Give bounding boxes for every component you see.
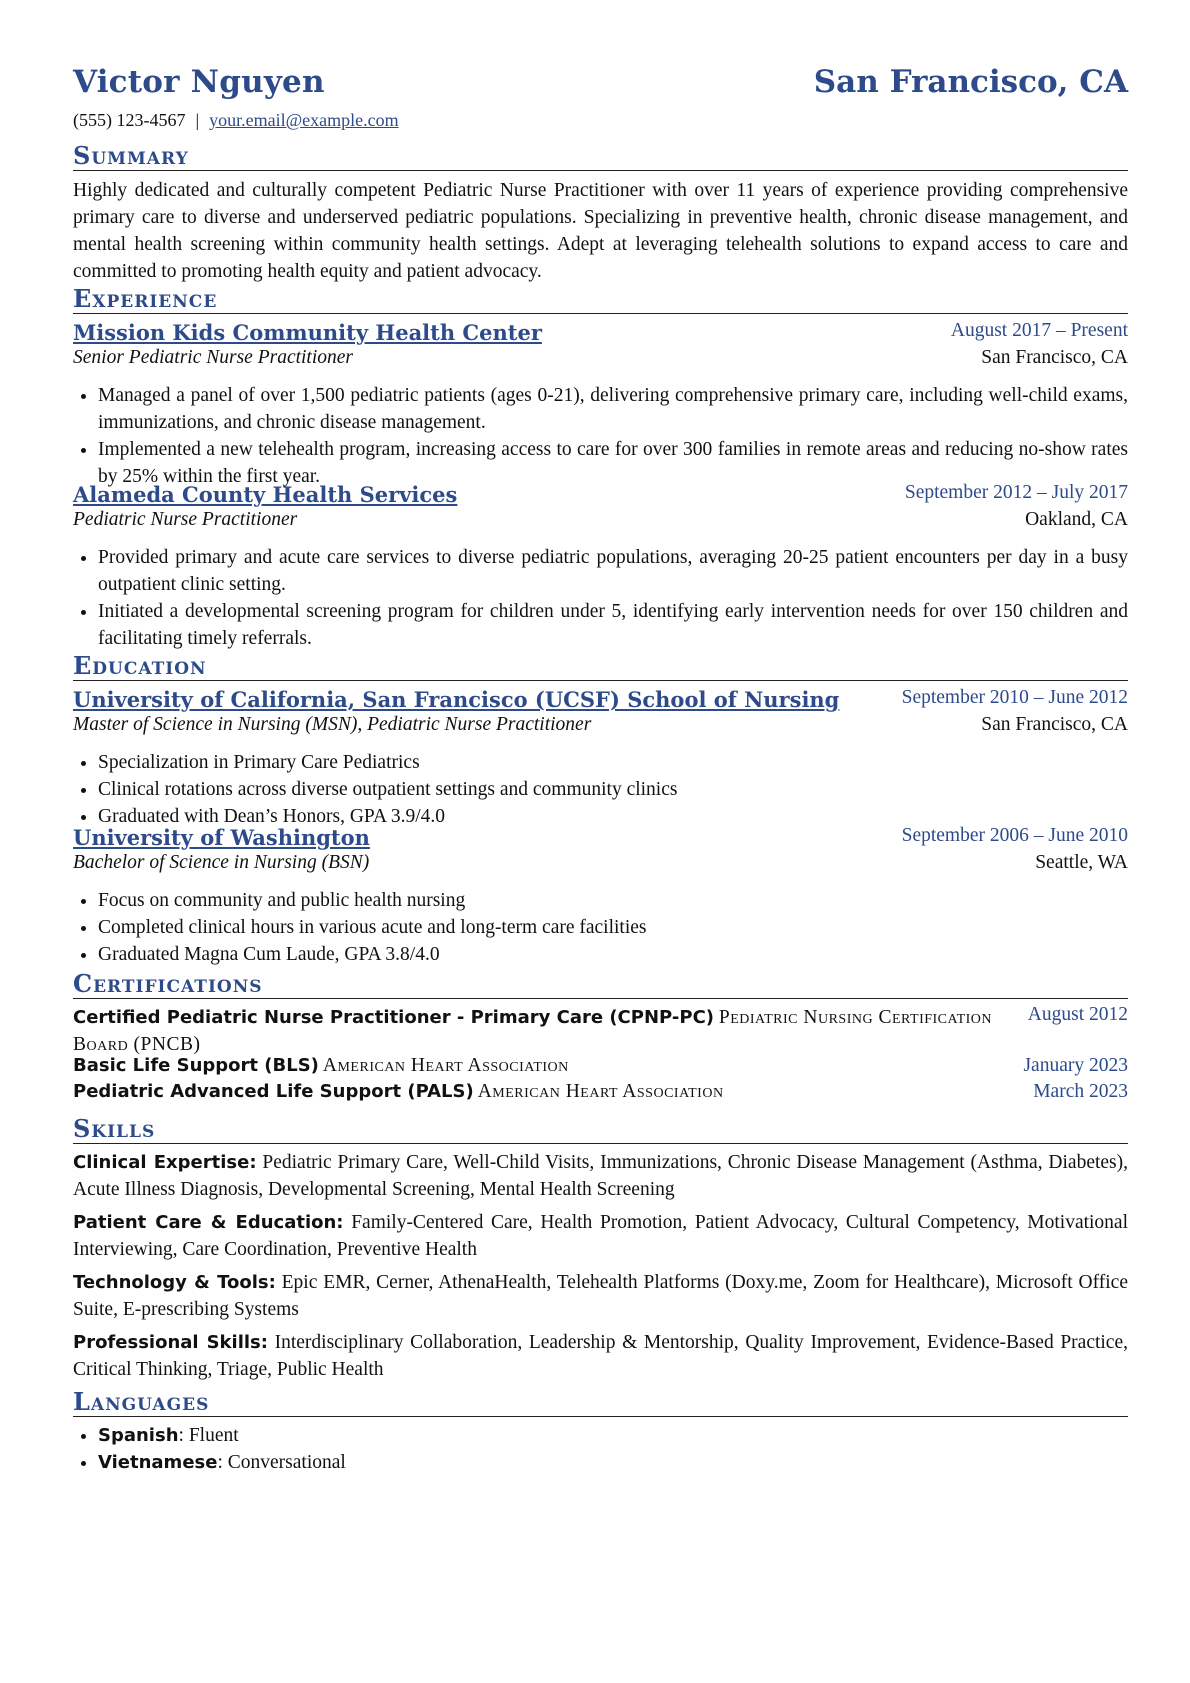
job-header bbox=[73, 320, 1128, 347]
certification-item bbox=[73, 1055, 1128, 1082]
skill-group bbox=[73, 1329, 1128, 1383]
job-subheader bbox=[73, 347, 1128, 374]
section-title: Skills bbox=[73, 1114, 156, 1143]
school-link[interactable]: University of Washington bbox=[73, 825, 370, 850]
school-location: Seattle, WA bbox=[1035, 852, 1128, 873]
school-dates: September 2006 – June 2010 bbox=[901, 825, 1128, 846]
phone-number: (555) 123-4567 bbox=[73, 110, 186, 130]
skill-group bbox=[73, 1269, 1128, 1323]
degree: Master of Science in Nursing (MSN), Pediatric Nurse Practitioner bbox=[73, 714, 592, 735]
candidate-location: San Francisco, CA bbox=[813, 64, 1128, 100]
section-title: Languages bbox=[73, 1387, 210, 1416]
language-level: Conversational bbox=[227, 1452, 346, 1473]
language-name: Spanish bbox=[98, 1425, 179, 1446]
summary-text: Highly dedicated and culturally competent Pediatric Nurse Practitioner with over 11 years of experience providing comprehensive primary care to diverse and underserved pediatric populations. Specializing in preventive health, chronic disease management, and mental health screening within community health settings. Adept at leveraging telehealth solutions to expand access to care and committed to promoting health equity and patient advocacy. bbox=[73, 180, 1128, 282]
language-list bbox=[73, 1422, 1128, 1476]
school-bullets bbox=[73, 749, 1128, 830]
section-title: Experience bbox=[73, 284, 218, 313]
school-bullets bbox=[73, 887, 1128, 968]
certification-issuer: Pediatric Nursing Certification Board (PNCB) bbox=[73, 1007, 993, 1055]
section-experience bbox=[73, 285, 1128, 314]
certification-issuer: American Heart Association bbox=[477, 1081, 724, 1102]
section-title: Education bbox=[73, 651, 207, 680]
employer-link[interactable]: Mission Kids Community Health Center bbox=[73, 320, 542, 345]
section-languages bbox=[73, 1388, 1128, 1417]
list-item: • Focus on community and public health nursing bbox=[98, 887, 1128, 914]
certification-date: August 2012 bbox=[1027, 1004, 1128, 1025]
section-education bbox=[73, 652, 1128, 681]
contact-line bbox=[73, 110, 399, 131]
job-bullets bbox=[73, 544, 1128, 652]
list-item: • Implemented a new telehealth program, increasing access to care for over 300 families in remote areas and reducing no-show rates by 25% within the first year. bbox=[98, 436, 1128, 490]
list-item: • Managed a panel of over 1,500 pediatric patients (ages 0-21), delivering comprehensive primary care, including well-child exams, immunizations, and chronic disease management. bbox=[98, 382, 1128, 436]
certification-date: January 2023 bbox=[1023, 1055, 1128, 1076]
list-item: • Initiated a developmental screening program for children under 5, identifying early intervention needs for over 150 children and facilitating timely referrals. bbox=[98, 598, 1128, 652]
skill-values: Family-Centered Care, Health Promotion, Patient Advocacy, Cultural Competency, Motivational Interviewing, Care Coordination, Preventive Health bbox=[73, 1212, 1129, 1260]
job-title: Pediatric Nurse Practitioner bbox=[73, 509, 298, 530]
skill-label: Professional Skills: bbox=[73, 1332, 268, 1353]
school-header bbox=[73, 687, 1128, 714]
skill-group bbox=[73, 1149, 1128, 1203]
contact-separator: | bbox=[195, 110, 200, 130]
job-location: San Francisco, CA bbox=[981, 347, 1128, 368]
section-title: Summary bbox=[73, 141, 189, 170]
skill-label: Clinical Expertise: bbox=[73, 1152, 257, 1173]
job-dates: August 2017 – Present bbox=[950, 320, 1128, 341]
email-link[interactable]: your.email@example.com bbox=[209, 110, 399, 130]
skill-group bbox=[73, 1209, 1128, 1263]
certification-item bbox=[73, 1004, 1128, 1058]
skill-values: Interdisciplinary Collaboration, Leadership & Mentorship, Quality Improvement, Evidence-Based Practice, Critical Thinking, Triage, Public Health bbox=[73, 1332, 1128, 1380]
employer-link[interactable]: Alameda County Health Services bbox=[73, 482, 458, 507]
section-summary bbox=[73, 142, 1128, 171]
language-name: Vietnamese bbox=[98, 1452, 218, 1473]
section-certifications bbox=[73, 970, 1128, 999]
skill-label: Technology & Tools: bbox=[73, 1272, 276, 1293]
language-level: Fluent bbox=[188, 1425, 239, 1446]
candidate-name: Victor Nguyen bbox=[73, 64, 325, 100]
section-skills bbox=[73, 1115, 1128, 1144]
section-title: Certifications bbox=[73, 969, 263, 998]
school-subheader bbox=[73, 714, 1128, 741]
job-title: Senior Pediatric Nurse Practitioner bbox=[73, 347, 354, 368]
job-dates: September 2012 – July 2017 bbox=[904, 482, 1128, 503]
list-item: • Completed clinical hours in various acute and long-term care facilities bbox=[98, 914, 1128, 941]
school-header bbox=[73, 825, 1128, 852]
school-link[interactable]: University of California, San Francisco (UCSF) School of Nursing bbox=[73, 687, 840, 712]
job-subheader bbox=[73, 509, 1128, 536]
skill-label: Patient Care & Education: bbox=[73, 1212, 344, 1233]
list-item: • Clinical rotations across diverse outpatient settings and community clinics bbox=[98, 776, 1128, 803]
list-item: • Graduated Magna Cum Laude, GPA 3.8/4.0 bbox=[98, 941, 1128, 968]
degree: Bachelor of Science in Nursing (BSN) bbox=[73, 852, 370, 873]
job-location: Oakland, CA bbox=[1025, 509, 1128, 530]
certification-name: Pediatric Advanced Life Support (PALS) bbox=[73, 1081, 474, 1102]
certification-name: Basic Life Support (BLS) bbox=[73, 1055, 319, 1076]
school-dates: September 2010 – June 2012 bbox=[901, 687, 1128, 708]
list-item: • Spanish: Fluent bbox=[98, 1422, 1128, 1449]
list-item: • Graduated with Dean’s Honors, GPA 3.9/4.0 bbox=[98, 803, 1128, 830]
school-subheader bbox=[73, 852, 1128, 879]
certification-date: March 2023 bbox=[1033, 1081, 1128, 1102]
list-item: • Provided primary and acute care services to diverse pediatric populations, averaging 20-25 patient encounters per day in a busy outpatient clinic setting. bbox=[98, 544, 1128, 598]
list-item: • Vietnamese: Conversational bbox=[98, 1449, 1128, 1476]
list-item: • Specialization in Primary Care Pediatrics bbox=[98, 749, 1128, 776]
skill-values: Pediatric Primary Care, Well-Child Visits, Immunizations, Chronic Disease Management (Asthma, Diabetes), Acute Illness Diagnosis, Developmental Screening, Mental Health Screening bbox=[73, 1152, 1129, 1200]
job-bullets bbox=[73, 382, 1128, 490]
certification-issuer: American Heart Association bbox=[322, 1055, 569, 1076]
skill-values: Epic EMR, Cerner, AthenaHealth, Telehealth Platforms (Doxy.me, Zoom for Healthcare), Microsoft Office Suite, E-prescribing Systems bbox=[73, 1272, 1128, 1320]
job-header bbox=[73, 482, 1128, 509]
school-location: San Francisco, CA bbox=[981, 714, 1128, 735]
certification-item bbox=[73, 1081, 1128, 1108]
certification-name: Certified Pediatric Nurse Practitioner - Primary Care (CPNP-PC) bbox=[73, 1007, 715, 1028]
